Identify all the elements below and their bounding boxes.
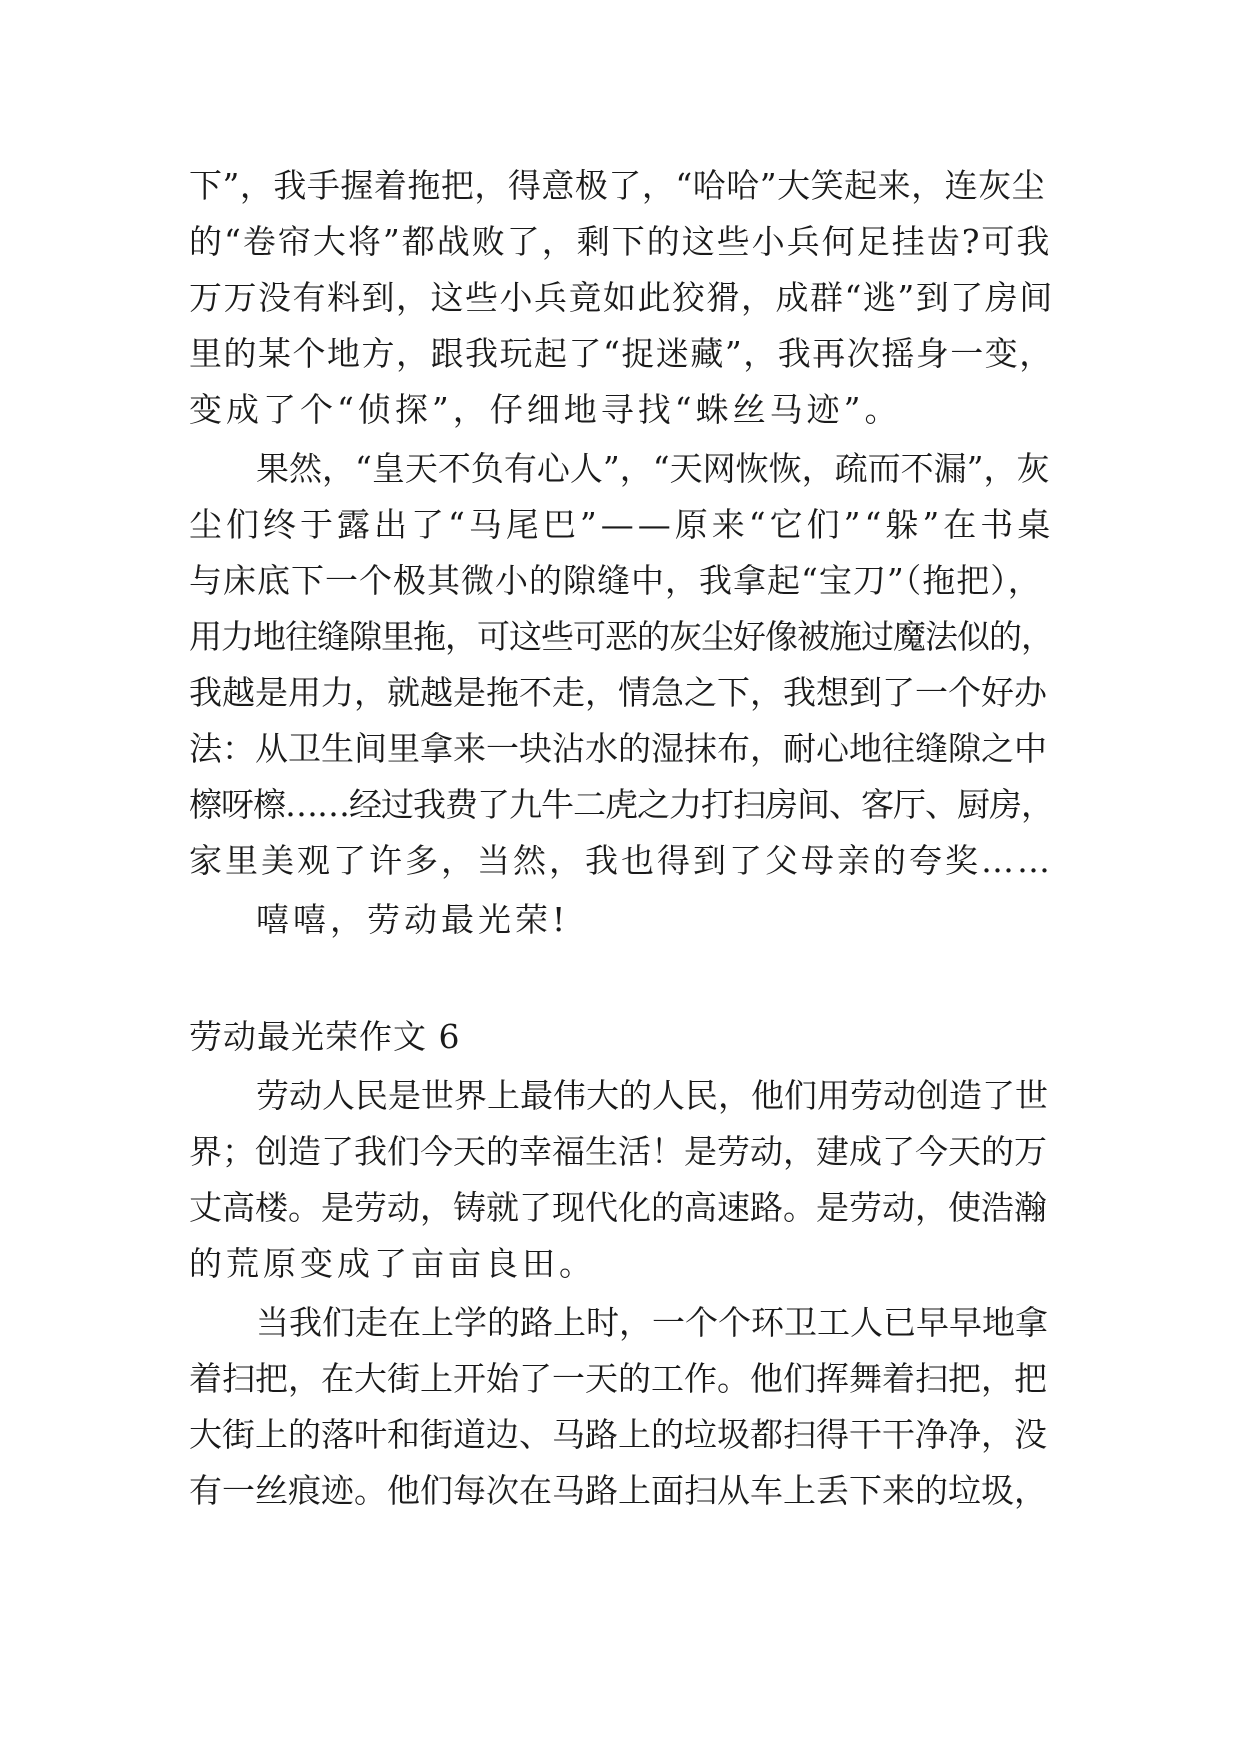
paragraph-line: 嘻嘻，劳动最光荣! [256,900,570,939]
paragraph-line: 与床底下一个极其微小的隙缝中，我拿起“宝刀”（拖把）， [189,561,1042,600]
paragraph-line: 家里美观了许多，当然，我也得到了父母亲的夸奖…… [189,841,1053,880]
paragraph-line: 下”，我手握着拖把，得意极了，“哈哈”大笑起来，连灰尘 [189,166,1046,205]
paragraph-line: 变成了个“侦探”，仔细地寻找“蛛丝马迹”。 [189,390,902,429]
section-title: 劳动最光荣作文 6 [189,1017,461,1056]
paragraph-line: 里的某个地方，跟我玩起了“捉迷藏”，我再次摇身一变， [189,334,1054,373]
paragraph-line: 用力地往缝隙里拖，可这些可恶的灰尘好像被施过魔法似的， [189,617,1053,656]
paragraph-line: 的“卷帘大将”都战败了，剩下的这些小兵何足挂齿?可我 [189,222,1052,261]
paragraph-line: 果然，“皇天不负有心人”，“天网恢恢，疏而不漏”，灰 [256,449,1050,488]
paragraph-line: 檫呀檫……经过我费了九牛二虎之力打扫房间、客厅、厨房， [189,785,1053,824]
paragraph-line: 法：从卫生间里拿来一块沾水的湿抹布，耐心地往缝隙之中 [189,729,1047,768]
paragraph-line: 劳动人民是世界上最伟大的人民，他们用劳动创造了世 [256,1076,1048,1115]
paragraph-line: 着扫把，在大街上开始了一天的工作。他们挥舞着扫把，把 [189,1359,1047,1398]
paragraph-line: 我越是用力，就越是拖不走，情急之下，我想到了一个好办 [189,673,1047,712]
paragraph-line: 丈高楼。是劳动，铸就了现代化的高速路。是劳动，使浩瀚 [189,1188,1047,1227]
paragraph-line: 的荒原变成了亩亩良田。 [189,1244,596,1283]
paragraph-line: 尘们终于露出了“马尾巴”——原来“它们”“躲”在书桌 [189,505,1055,544]
paragraph-line: 界；创造了我们今天的幸福生活！是劳动，建成了今天的万 [189,1132,1047,1171]
paragraph-line: 大街上的落叶和街道边、马路上的垃圾都扫得干干净净，没 [189,1415,1047,1454]
paragraph-line: 当我们走在上学的路上时，一个个环卫工人已早早地拿 [256,1303,1048,1342]
paragraph-line: 万万没有料到，这些小兵竟如此狡猾，成群“逃”到了房间 [189,278,1054,317]
paragraph-line: 有一丝痕迹。他们每次在马路上面扫从车上丢下来的垃圾， [189,1471,1047,1510]
